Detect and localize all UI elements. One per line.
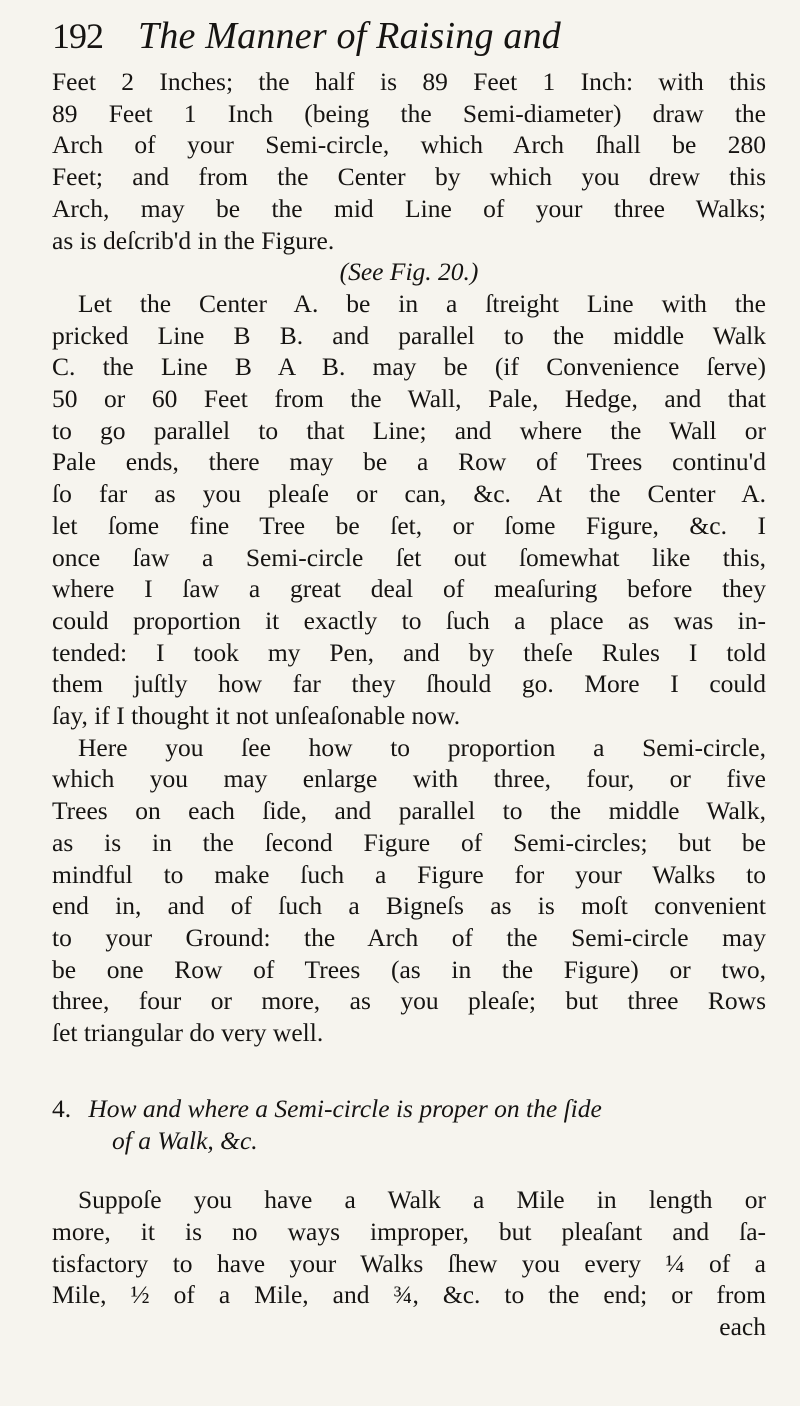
text-line: to go parallel to that Line; and where the Wall or (52, 415, 766, 445)
text-line: Mile, ½ of a Mile, and ¾, &c. to the end; or from (52, 1280, 766, 1310)
text-line: let ſome fine Tree be ſet, or ſome Figure, &c. I (52, 510, 766, 540)
catchword: each (719, 1312, 766, 1342)
text-line: Here you ſee how to proportion a Semi-circle, (78, 732, 766, 762)
text-line: 89 Feet 1 Inch (being the Semi-diameter) draw the (52, 98, 766, 128)
text-line: where I ſaw a great deal of meaſuring before they (52, 574, 766, 604)
paragraph-2 (52, 288, 766, 732)
text-line: 50 or 60 Feet from the Wall, Pale, Hedge, and that (52, 384, 766, 414)
running-head: The Manner of Raising and (138, 15, 561, 57)
text-line: could proportion it exactly to ſuch a place as was in- (52, 605, 766, 635)
spacer (52, 1049, 766, 1093)
section-number: 4. (52, 1093, 72, 1123)
text-line: be one Row of Trees (as in the Figure) or two, (52, 954, 766, 984)
text-line: Arch of your Semi-circle, which Arch ſhall be 280 (52, 130, 766, 160)
section-heading-line: of a Walk, &c. (112, 1125, 258, 1155)
text-line: ſo far as you pleaſe or can, &c. At the Center A. (52, 479, 766, 509)
paragraph-1 (52, 66, 766, 256)
text-line: tisfactory to have your Walks ſhew you every ¼ of a (52, 1248, 766, 1278)
text-line: mindful to make ſuch a Figure for your Walks to (52, 859, 766, 889)
page-number: 192 (52, 16, 103, 56)
text-line: more, it is no ways improper, but pleaſant and ſa- (52, 1216, 766, 1246)
text-line: C. the Line B A B. may be (if Convenience ſerve) (52, 352, 766, 382)
page-header (52, 14, 766, 62)
section-heading-text: How and where a Semi-circle is proper on the ſide (88, 1093, 602, 1123)
text-line: to your Ground: the Arch of the Semi-circle may (52, 922, 766, 952)
paragraph-3 (52, 732, 766, 1049)
body-text (52, 66, 766, 1343)
text-line: which you may enlarge with three, four, or five (52, 764, 766, 794)
text-line: Let the Center A. be in a ſtreight Line with the (78, 288, 766, 318)
text-line: Feet; and from the Center by which you drew this (52, 162, 766, 192)
text-line: tended: I took my Pen, and by theſe Rules I told (52, 637, 766, 667)
paragraph-4 (52, 1184, 766, 1311)
section-heading-line (52, 1093, 766, 1125)
spacer (52, 1156, 766, 1184)
text-line: ſet triangular do very well. (52, 1018, 324, 1048)
text-line: as is in the ſecond Figure of Semi-circles; but be (52, 827, 766, 857)
text-line: Suppoſe you have a Walk a Mile in length or (78, 1185, 766, 1215)
text-line: as is deſcrib'd in the Figure. (52, 225, 335, 255)
text-line: Feet 2 Inches; the half is 89 Feet 1 Inch: with this (52, 67, 766, 96)
section-heading (52, 1093, 766, 1156)
text-line: end in, and of ſuch a Bigneſs as is moſt convenient (52, 891, 766, 921)
text-line: once ſaw a Semi-circle ſet out ſomewhat like this, (52, 542, 766, 572)
text-line: Arch, may be the mid Line of your three Walks; (52, 193, 766, 223)
text-line: Pale ends, there may be a Row of Trees continu'd (52, 447, 766, 477)
text-line: ſay, if I thought it not unſeaſonable now. (52, 701, 461, 731)
figure-reference: (See Fig. 20.) (339, 257, 479, 287)
text-line: three, four or more, as you pleaſe; but three Rows (52, 986, 766, 1016)
text-line: Trees on each ſide, and parallel to the middle Walk, (52, 796, 766, 826)
text-line: pricked Line B B. and parallel to the middle Walk (52, 320, 766, 350)
text-line: them juſtly how far they ſhould go. More I could (52, 669, 766, 699)
